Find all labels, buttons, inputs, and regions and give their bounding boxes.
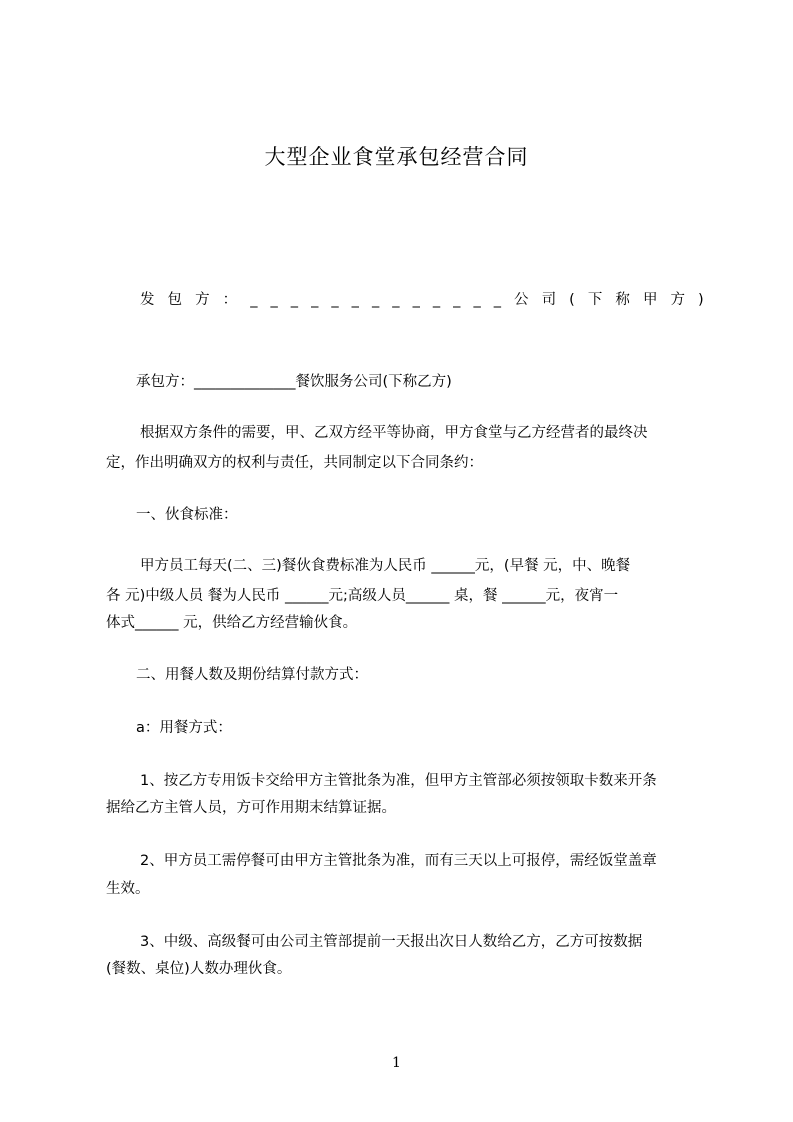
section-2-heading: 二、用餐人数及期份结算付款方式：: [136, 667, 368, 683]
party-a-char: _: [311, 292, 319, 308]
page-title: 大型企业食堂承包经营合同: [264, 145, 529, 169]
section-1-line-2: 各 元)中级人员 餐为人民币 ______元;高级人员______ 桌，餐 ______元，夜宵一: [106, 588, 619, 604]
party-a-char: 公: [514, 292, 529, 308]
party-a-char: _: [412, 292, 420, 308]
party-a-char: _: [392, 292, 400, 308]
party-a-char: ：: [222, 292, 238, 308]
party-a-text: [140, 285, 704, 315]
party-a-char: 发: [140, 292, 155, 308]
item-3-line-1: 3、中级、高级餐可由公司主管部提前一天报出次日人数给乙方，乙方可按数据: [140, 934, 643, 950]
party-a-char: _: [453, 292, 461, 308]
party-a-char: _: [371, 292, 380, 308]
party-a-char: 称: [615, 292, 630, 308]
party-a-char: _: [432, 292, 441, 308]
party-a-char: _: [493, 292, 501, 308]
party-a-char: 甲: [642, 292, 658, 308]
party-a-char: 方: [670, 292, 685, 308]
section-1-heading: 一、伙食标准：: [136, 507, 238, 523]
item-2-line-2: 生效。: [106, 881, 150, 897]
party-a-char: ): [698, 292, 704, 308]
party-a-char: _: [331, 292, 339, 308]
section-2a-heading: a：用餐方式：: [136, 720, 232, 736]
party-a-line: [140, 285, 744, 315]
party-a-char: 下: [587, 292, 603, 308]
section-1-line-3: 体式______ 元，供给乙方经营输伙食。: [106, 615, 358, 631]
page-number: 1: [392, 1055, 401, 1071]
item-3-line-2: (餐数、桌位)人数办理伙食。: [106, 961, 292, 977]
party-a-char: _: [351, 292, 359, 308]
party-a-char: 司: [541, 292, 557, 308]
item-2-line-1: 2、甲方员工需停餐可由甲方主管批条为准，而有三天以上可报停，需经饭堂盖章: [140, 853, 657, 869]
intro-line-1: 根据双方条件的需要，甲、乙双方经平等协商，甲方食堂与乙方经营者的最终决: [140, 425, 648, 441]
item-1-line-1: 1、按乙方专用饭卡交给甲方主管批条为准，但甲方主管部必须按领取卡数来开条: [140, 773, 657, 789]
party-a-char: _: [290, 292, 299, 308]
party-a-char: _: [473, 292, 481, 308]
party-b-line: 承包方：______________餐饮服务公司(下称乙方): [136, 374, 452, 390]
section-1-line-1: 甲方员工每天(二、三)餐伙食费标准为人民币 ______元，(早餐 元，中、晚餐: [140, 558, 631, 574]
party-a-char: _: [250, 292, 258, 308]
intro-line-2: 定，作出明确双方的权利与责任，共同制定以下合同条约：: [106, 455, 483, 471]
party-a-char: (: [569, 292, 575, 308]
party-a-char: 包: [167, 292, 183, 308]
party-a-char: _: [270, 292, 278, 308]
item-1-line-2: 据给乙方主管人员，方可作用期末结算证据。: [106, 800, 396, 816]
party-a-char: 方: [195, 292, 210, 308]
